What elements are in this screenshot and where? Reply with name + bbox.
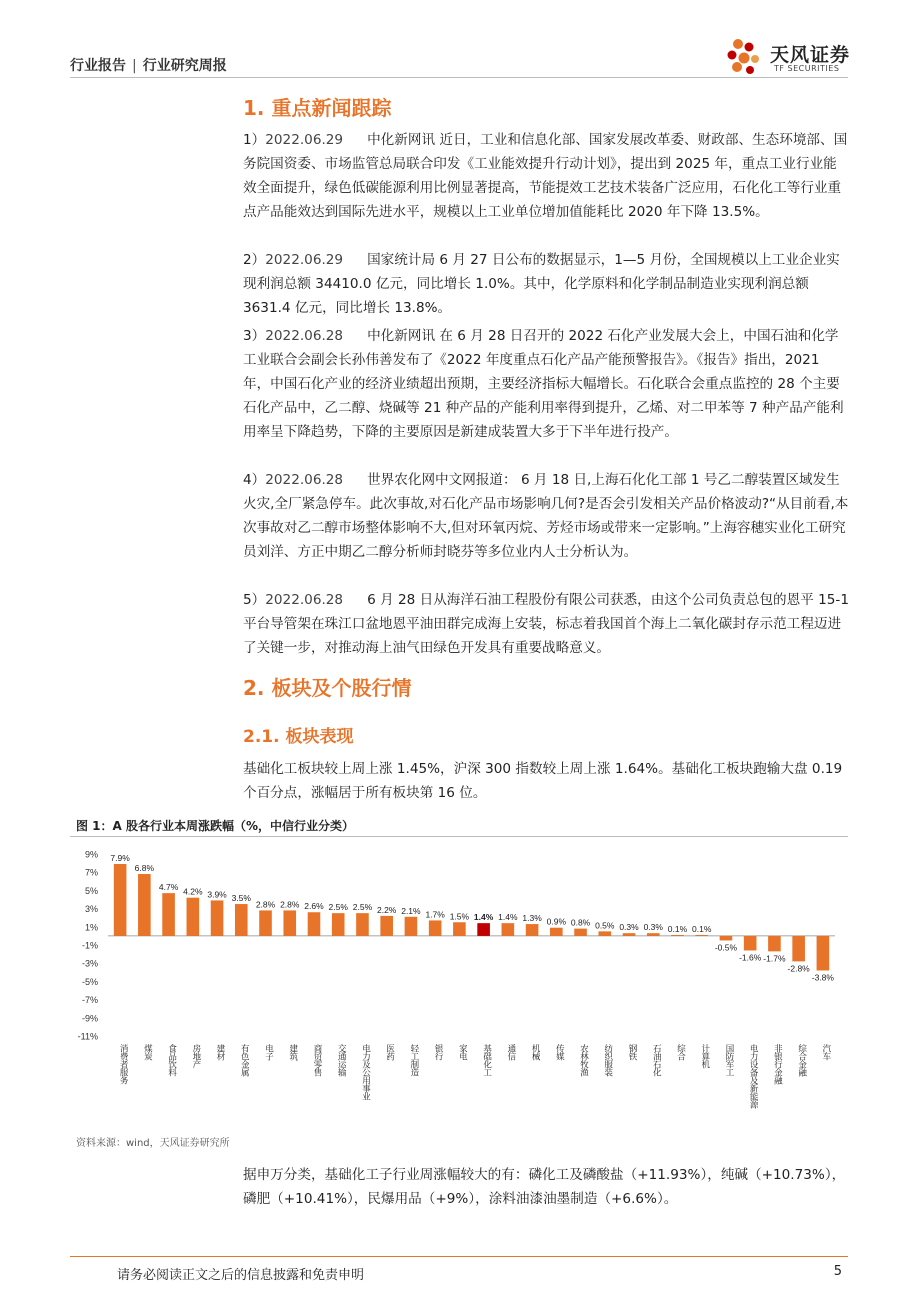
data-label: -3.8% <box>811 972 834 983</box>
bar <box>138 874 151 936</box>
news-text: 世界农化网中文网报道： 6 月 18 日,上海石化化工部 1 号乙二醇装置区域发生火灾,全厂紧急停车。此次事故,对石化产品市场影响几何?是否会引发相关产品价格波动?“从目前看,本次事故对乙二醇市场整体影响不大,但对环氧丙烷、芳烃市场或带来一定影响。”上海容穗实业化工研究员刘洋、方正中期乙二醇分析师封晓芬等多位业内人士分析认为。 <box>243 472 849 560</box>
category-label: 房地产 <box>190 1044 201 1068</box>
data-label: 2.8% <box>280 899 300 910</box>
bar <box>429 920 442 935</box>
category-label: 纺织服装 <box>602 1044 613 1076</box>
news-number: 1） <box>243 132 266 148</box>
category-label: 石油石化 <box>651 1044 662 1076</box>
category-label: 综合 <box>675 1044 686 1060</box>
news-text: 中化新网讯 近日，工业和信息化部、国家发展改革委、财政部、生态环境部、国务院国资委、市场监管总局联合印发《工业能效提升行动计划》，提出到 2025 年，重点工业行业能效全面提升，绿色低碳能源利用比例显著提高，节能提效工艺技术装备广泛应用，石化化工等行业重点产品能效达到国际先进水平，规模以上工业单位增加值能耗比 2020 年下降 13.5%。 <box>243 132 848 220</box>
news-item-5 <box>243 588 849 660</box>
bar <box>671 935 684 936</box>
bar <box>283 910 296 935</box>
sector-summary: 基础化工板块较上周上涨 1.45%，沪深 300 指数较上周上涨 1.64%。基础化工板块跑输大盘 0.19 个百分点，涨幅居于所有板块第 16 位。 <box>243 761 843 801</box>
bar <box>792 936 805 961</box>
data-label: 7.9% <box>110 853 130 864</box>
category-label: 交通运输 <box>336 1044 347 1076</box>
category-label: 电子 <box>263 1044 274 1060</box>
data-label: 3.5% <box>231 893 251 904</box>
bar <box>623 933 636 936</box>
category-label: 国防军工 <box>723 1044 734 1076</box>
news-text: 国家统计局 6 月 27 日公布的数据显示，1—5 月份，全国规模以上工业企业实现利润总额 34410.0 亿元，同比增长 1.0%。其中，化学原料和化学制品制造业实现利润总额 3631.4 亿元，同比增长 13.8%。 <box>243 252 840 316</box>
header-category: 行业报告 <box>70 58 126 74</box>
news-item-4 <box>243 468 849 564</box>
category-label: 农林牧渔 <box>578 1044 589 1076</box>
category-label: 综合金融 <box>796 1044 807 1076</box>
category-label: 电力及公用事业 <box>360 1044 371 1100</box>
subsector-summary: 据申万分类，基础化工子行业周涨幅较大的有：磷化工及磷酸盐（+11.93%），纯碱（+10.73%），磷肥（+10.41%），民爆用品（+9%），涂料油漆油墨制造（+6.6%）。 <box>243 1167 846 1207</box>
logo-name: 天风证券 <box>770 44 851 66</box>
data-label: -0.5% <box>714 942 738 953</box>
data-label: 1.4% <box>473 912 494 923</box>
bar <box>598 931 611 936</box>
category-label: 机械 <box>530 1044 541 1060</box>
y-tick-label: 1% <box>84 922 98 933</box>
data-label: 0.1% <box>692 923 712 934</box>
category-label: 轻工制造 <box>408 1044 419 1076</box>
news-number: 3） <box>243 328 266 344</box>
data-label: 0.3% <box>643 922 663 933</box>
header-subcategory: 行业研究周报 <box>142 58 227 74</box>
data-label: 1.4% <box>498 912 518 923</box>
disclaimer-text: 请务必阅读正文之后的信息披露和免责申明 <box>117 1268 365 1283</box>
header-separator: | <box>132 58 137 74</box>
data-label: 2.8% <box>255 899 276 910</box>
y-tick-label: 3% <box>84 904 98 915</box>
y-tick-label: -1% <box>81 940 98 951</box>
category-label: 汽车 <box>820 1044 831 1060</box>
bar <box>380 916 393 936</box>
category-label: 计算机 <box>699 1044 710 1068</box>
bar <box>768 936 781 951</box>
bar <box>162 893 175 936</box>
category-label: 银行 <box>433 1044 444 1060</box>
data-label: -1.6% <box>739 952 762 963</box>
y-tick-label: -7% <box>81 995 98 1006</box>
data-label: -2.8% <box>787 963 810 974</box>
data-label: 3.9% <box>207 889 227 900</box>
category-label: 非银行金融 <box>772 1044 783 1084</box>
category-label: 消费者服务 <box>118 1044 129 1084</box>
bar <box>574 929 587 936</box>
section-2-1-title: 2.1. 板块表现 <box>243 727 354 747</box>
bar <box>405 917 418 936</box>
category-label: 建材 <box>215 1044 226 1060</box>
figure-title: 图 1：A 股各行业本周涨跌幅（%，中信行业分类） <box>76 819 355 833</box>
bar <box>526 924 539 936</box>
data-label: 0.8% <box>570 917 591 928</box>
page-number: 5 <box>833 1264 842 1279</box>
category-label: 家电 <box>457 1044 468 1060</box>
category-label: 建筑 <box>287 1044 298 1060</box>
news-number: 5） <box>243 592 266 608</box>
data-label: -1.7% <box>763 953 786 964</box>
data-label: 4.7% <box>158 882 179 893</box>
bar <box>235 904 248 936</box>
category-label: 煤炭 <box>142 1044 153 1060</box>
category-label: 通信 <box>505 1044 516 1060</box>
data-label: 2.6% <box>304 901 324 912</box>
category-label: 有色金属 <box>239 1044 250 1076</box>
data-label: 0.1% <box>667 923 688 934</box>
bar <box>477 923 490 936</box>
category-label: 基础化工 <box>481 1044 492 1076</box>
news-date: 2022.06.28 <box>265 592 344 608</box>
news-date: 2022.06.28 <box>265 328 344 344</box>
bar <box>453 922 466 936</box>
bar <box>720 936 733 941</box>
bar <box>744 936 757 951</box>
bar <box>502 923 515 936</box>
data-label: 2.1% <box>401 905 421 916</box>
report-header <box>70 55 227 75</box>
y-tick-label: -11% <box>77 1031 98 1042</box>
bar <box>187 898 200 936</box>
data-label: 4.2% <box>183 886 203 897</box>
category-label: 传媒 <box>554 1044 565 1060</box>
data-label: 1.3% <box>522 913 542 924</box>
section-2-title: 2. 板块及个股行情 <box>243 676 412 700</box>
bar <box>695 935 708 936</box>
bar <box>114 864 127 936</box>
category-label: 医药 <box>384 1044 395 1060</box>
category-label: 商贸零售 <box>311 1044 322 1076</box>
news-text: 6 月 28 日从海洋石油工程股份有限公司获悉，由这个公司负责总包的恩平 15-1 平台导管架在珠江口盆地恩平油田群完成海上安装，标志着我国首个海上二氧化碳封存示范工程迈进了关键一步，对推动海上油气田绿色开发具有重要战略意义。 <box>243 592 849 656</box>
bar <box>550 928 563 936</box>
y-tick-label: 7% <box>84 867 98 878</box>
bar <box>356 913 369 936</box>
bar <box>647 933 660 936</box>
y-tick-label: -9% <box>81 1013 98 1024</box>
news-date: 2022.06.28 <box>265 472 344 488</box>
bar <box>211 900 224 935</box>
data-label: 2.5% <box>352 902 373 913</box>
category-label: 食品饮料 <box>166 1044 177 1076</box>
y-tick-label: 5% <box>84 885 98 896</box>
news-number: 2） <box>243 252 266 268</box>
news-date: 2022.06.29 <box>265 252 344 268</box>
data-label: 0.5% <box>595 920 615 931</box>
data-label: 2.5% <box>328 902 348 913</box>
news-date: 2022.06.29 <box>265 132 344 148</box>
news-number: 4） <box>243 472 266 488</box>
data-label: 2.2% <box>376 904 397 915</box>
bar <box>308 912 321 936</box>
bar <box>817 936 830 971</box>
data-label: 6.8% <box>134 863 155 874</box>
data-label: 0.3% <box>619 922 639 933</box>
y-tick-label: -3% <box>81 958 98 969</box>
news-item-1 <box>243 128 849 224</box>
bar <box>259 910 272 935</box>
data-label: 1.5% <box>449 911 470 922</box>
y-tick-label: 9% <box>84 849 98 860</box>
data-label: 1.7% <box>425 909 445 920</box>
news-item-3 <box>243 324 849 444</box>
logo-subtitle: TF SECURITIES <box>774 64 840 73</box>
footer-divider <box>70 1256 848 1257</box>
figure-divider <box>70 836 848 837</box>
data-label: 0.9% <box>546 916 567 927</box>
category-label: 钢铁 <box>627 1044 638 1060</box>
industry-change-bar-chart <box>70 840 850 1130</box>
section-1-title: 1. 重点新闻跟踪 <box>243 96 392 120</box>
bar <box>332 913 345 936</box>
figure-source: 资料来源：wind，天风证券研究所 <box>76 1138 230 1149</box>
category-label: 电力设备及新能源 <box>748 1044 759 1108</box>
news-item-2 <box>243 248 849 320</box>
y-tick-label: -5% <box>81 976 98 987</box>
news-text: 中化新网讯 在 6 月 28 日召开的 2022 石化产业发展大会上，中国石油和化学工业联合会副会长孙伟善发布了《2022 年度重点石化产品产能预警报告》。《报告》指出，2021 年，中国石化产业的经济业绩超出预期，主要经济指标大幅增长。石化联合会重点监控的 28 个主要石化产品中，乙二醇、烧碱等 21 种产品的产能利用率得到提升，乙烯、对二甲苯等 7 种产品产能利用率呈下降趋势，下降的主要原因是新建成装置大多于下半年进行投产。 <box>243 328 844 440</box>
